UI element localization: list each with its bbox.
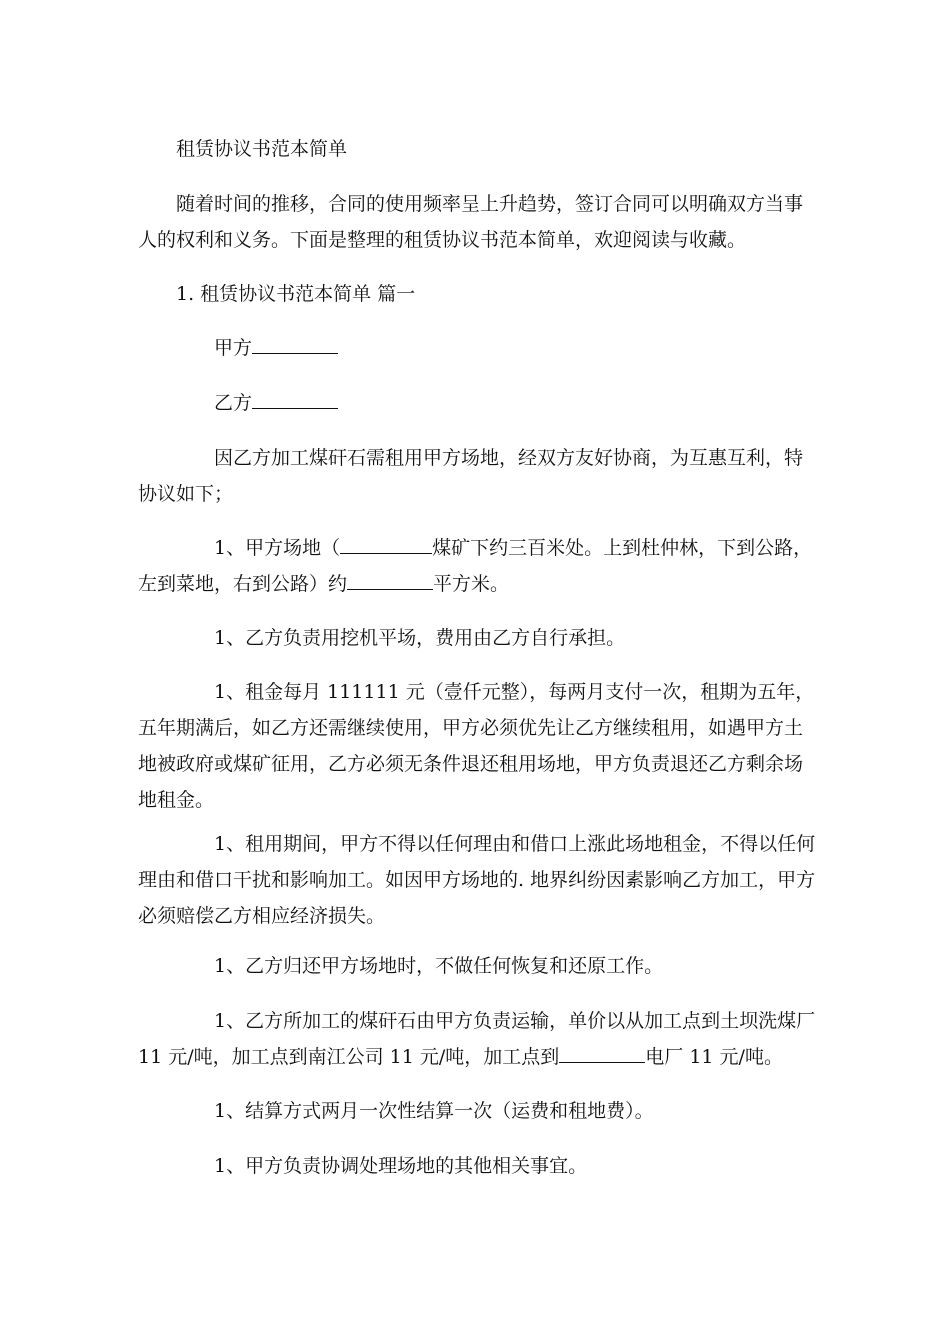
clause-transport-blank bbox=[559, 1042, 645, 1063]
title-text: 租赁协议书范本简单 bbox=[176, 138, 348, 160]
section-heading-text: 1. 租赁协议书范本简单 篇一 bbox=[176, 283, 416, 305]
clause-site-text-1: 1、甲方场地（ bbox=[214, 537, 341, 559]
clause-coordinate bbox=[138, 1148, 818, 1184]
clause-transport-text-1: 1、乙方所加工的煤矸石由甲方负责运输，单价以从加工点到土坝洗煤厂 11 元/吨，加工点到南江公司 11 元/吨，加工点到 bbox=[138, 1010, 816, 1068]
preamble-paragraph bbox=[138, 440, 818, 512]
clause-transport bbox=[138, 1003, 818, 1075]
clause-no-raise-text: 1、租用期间，甲方不得以任何理由和借口上涨此场地租金，不得以任何理由和借口干扰和影响加工。如因甲方场地的. 地界纠纷因素影响乙方加工，甲方必须赔偿乙方相应经济损失。 bbox=[138, 833, 816, 927]
document-title bbox=[138, 131, 818, 167]
clause-rent bbox=[138, 674, 818, 818]
party-b-line bbox=[138, 385, 818, 421]
party-b-blank bbox=[252, 388, 338, 409]
intro-text: 随着时间的推移，合同的使用频率呈上升趋势，签订合同可以明确双方当事人的权利和义务。下面是整理的租赁协议书范本简单，欢迎阅读与收藏。 bbox=[138, 193, 804, 251]
party-a-label: 甲方 bbox=[214, 337, 253, 359]
clause-rent-text: 1、租金每月 111111 元（壹仟元整），每两月支付一次，租期为五年，五年期满后，如乙方还需继续使用，甲方必须优先让乙方继续租用，如遇甲方土地被政府或煤矿征用，乙方必须无条件退还租用场地，甲方负责退还乙方剩余场地租金。 bbox=[138, 681, 815, 811]
clause-transport-text-2: 电厂 11 元/吨。 bbox=[645, 1046, 783, 1068]
clause-site-blank-2 bbox=[347, 569, 433, 590]
intro-paragraph bbox=[138, 186, 818, 258]
clause-coordinate-text: 1、甲方负责协调处理场地的其他相关事宜。 bbox=[214, 1155, 588, 1177]
clause-return-text: 1、乙方归还甲方场地时，不做任何恢复和还原工作。 bbox=[214, 955, 664, 977]
clause-return bbox=[138, 948, 818, 984]
party-a-line bbox=[138, 330, 818, 366]
clause-settlement bbox=[138, 1093, 818, 1129]
clause-site bbox=[138, 530, 818, 602]
section-heading bbox=[138, 276, 818, 312]
clause-site-blank-1 bbox=[340, 533, 432, 554]
preamble-text: 因乙方加工煤矸石需租用甲方场地，经双方友好协商，为互惠互利，特协议如下； bbox=[138, 447, 804, 505]
party-a-blank bbox=[252, 333, 338, 354]
party-b-label: 乙方 bbox=[214, 392, 253, 414]
clause-site-text-3: 平方米。 bbox=[433, 573, 510, 595]
clause-settlement-text: 1、结算方式两月一次性结算一次（运费和租地费）。 bbox=[214, 1100, 654, 1122]
clause-no-raise bbox=[138, 826, 818, 934]
clause-excavator-text: 1、乙方负责用挖机平场，费用由乙方自行承担。 bbox=[214, 627, 626, 649]
clause-site-text-2: 煤矿下约三百米处。上到杜仲林，下到公路，左到菜地，右到公路）约 bbox=[138, 537, 813, 595]
clause-excavator bbox=[138, 620, 818, 656]
